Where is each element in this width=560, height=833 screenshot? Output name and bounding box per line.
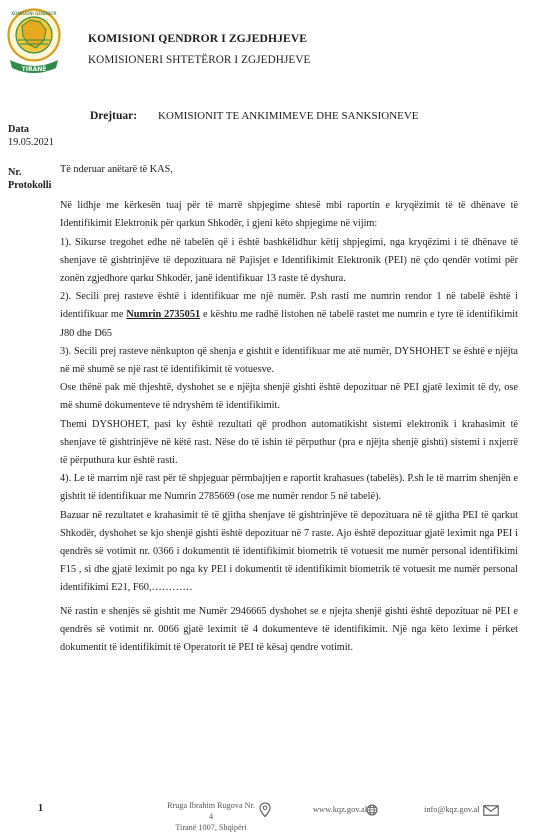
kqz-emblem-icon bbox=[6, 6, 62, 82]
address-line-2: Tiranë 1007, Shqipëri bbox=[175, 823, 247, 832]
svg-text:KOMISIONI QENDROR: KOMISIONI QENDROR bbox=[11, 11, 57, 16]
kqz-logo bbox=[6, 6, 62, 82]
paragraph-point-4: 4). Le të marrim një rast për të shpjeguar përmbajtjen e raportit krahasues (tabelës). P.sh le të marrim shenjën e gishtit të identifikuar me Numrin 2785669 (ose me numër rendor 5 në tabelë). bbox=[60, 473, 518, 503]
paragraph-second-case: Në rastin e shenjës së gishtit me Numër 2946665 dyshohet se e njejta shenjë gishti është depozituar në PEI e qendrës së votimit nr. 0066 gjatë leximit të 4 dokumenteve të identifikimit. Një nga këto lexime i përket dokumentit të identifikimit të Operatorit të PEI të kësaj qendre votimit. bbox=[60, 605, 518, 654]
location-pin-icon bbox=[259, 802, 271, 818]
addressee-value: KOMISIONIT TE ANKIMIMEVE DHE SANKSIONEVE bbox=[158, 110, 419, 122]
letter-body bbox=[60, 161, 518, 657]
footer-website-link[interactable]: www.kqz.gov.al bbox=[313, 805, 368, 814]
logo-city-text: TIRANË bbox=[21, 66, 47, 73]
footer-address bbox=[165, 800, 257, 833]
greeting: Të nderuar anëtarë të KAS, bbox=[60, 164, 173, 175]
paragraph-point-2 bbox=[60, 288, 518, 343]
paragraph-point-2-start: 2). Secili prej rasteve është i identifikuar me një numër. P.sh rasti me numrin rendor 1 në tabelë është i identifikuar me bbox=[60, 291, 518, 321]
paragraph-simplified: Ose thënë pak më thjeshtë, dyshohet se e njëjta shenjë gishti është depozituar në PEI gjatë leximit të dy, ose më shumë dokumenteve të ndryshëm të identifikimit. bbox=[60, 382, 518, 412]
paragraph-intro: Në lidhje me kërkesën tuaj për të marrë shpjegime shtesë mbi raportin e kryqëzimit të të dhënave të Identifikimit Elektronik për qarkun Shkodër, i gjeni këto shpjegime në vijim: bbox=[60, 200, 518, 230]
date-value: 19.05.2021 bbox=[8, 137, 54, 148]
addressee-label: Drejtuar: bbox=[90, 110, 138, 122]
identifier-number-link: Numrin 2735051 bbox=[126, 309, 201, 321]
paragraph-comparison: Bazuar në rezultatet e krahasimit të të gjitha shenjave të gishtrinjëve të depozituara në të gjitha PEI të qarkut Shkodër, dyshohet se kjo shenjë gishti është depozituar në 7 raste. Ajo është depozituar gjatë leximit nga PEI i qendrës së votimit nr. 0366 i dokumentit të identifikimit biometrik të votuesit me numër personal identifikimi F15 , si dhe gjatë leximit po nga ky PEI i dokumentit të identifikimit biometrik të votuesit me numër personal identifikimi E21, F60,………… bbox=[60, 509, 518, 594]
footer-email-link[interactable]: info@kqz.gov.al bbox=[424, 805, 480, 814]
number-label: Nr. bbox=[8, 167, 22, 178]
org-name: KOMISIONI QENDROR I ZGJEDHJEVE bbox=[88, 32, 308, 45]
envelope-icon bbox=[483, 805, 499, 816]
paragraph-point-3: 3). Secili prej rasteve nënkupton që shenja e gishtit e identifikuar me atë numër, DYSHOHET se është e njëjta në më shumë se një rast të identifikimit të votuesve. bbox=[60, 345, 518, 376]
paragraph-point-1: 1). Sikurse tregohet edhe në tabelën që i është bashkëlidhur këtij shpjegimi, nga kryqëzimi i të dhënave të shenjave të gishtrinjëve të depozituara në Pajisjet e Identifikimit Elektronik (PEI) në çdo qendër votimi për zonën zgjedhore qarku Shkodër, janë identifikuar 13 raste të dyshura. bbox=[60, 236, 518, 285]
protocol-label: Protokolli bbox=[8, 180, 52, 191]
date-label: Data bbox=[8, 124, 29, 135]
paragraph-dyshohet: Themi DYSHOHET, pasi ky është rezultati që prodhon automatikisht sistemi elektronik i krahasimit të shenjave të gishtrinjëve në këtë rast. Nëse do të ishin të përputhur (pra e njëjta shenjë gishti) sistemi i nxjerrë të përputhura kur është rasti. bbox=[60, 418, 518, 467]
page-number: 1 bbox=[38, 803, 43, 814]
address-line-1: Rruga Ibrahim Rugova Nr. 4 bbox=[167, 801, 255, 821]
org-subtitle: KOMISIONERI SHTETËROR I ZGJEDHJEVE bbox=[88, 54, 311, 66]
globe-icon bbox=[366, 804, 378, 816]
paragraph-point-2-end: e kështu me radhë listohen në tabelë rastet me numrin e tyre të identifikimit J80 dhe D65 bbox=[60, 309, 518, 339]
